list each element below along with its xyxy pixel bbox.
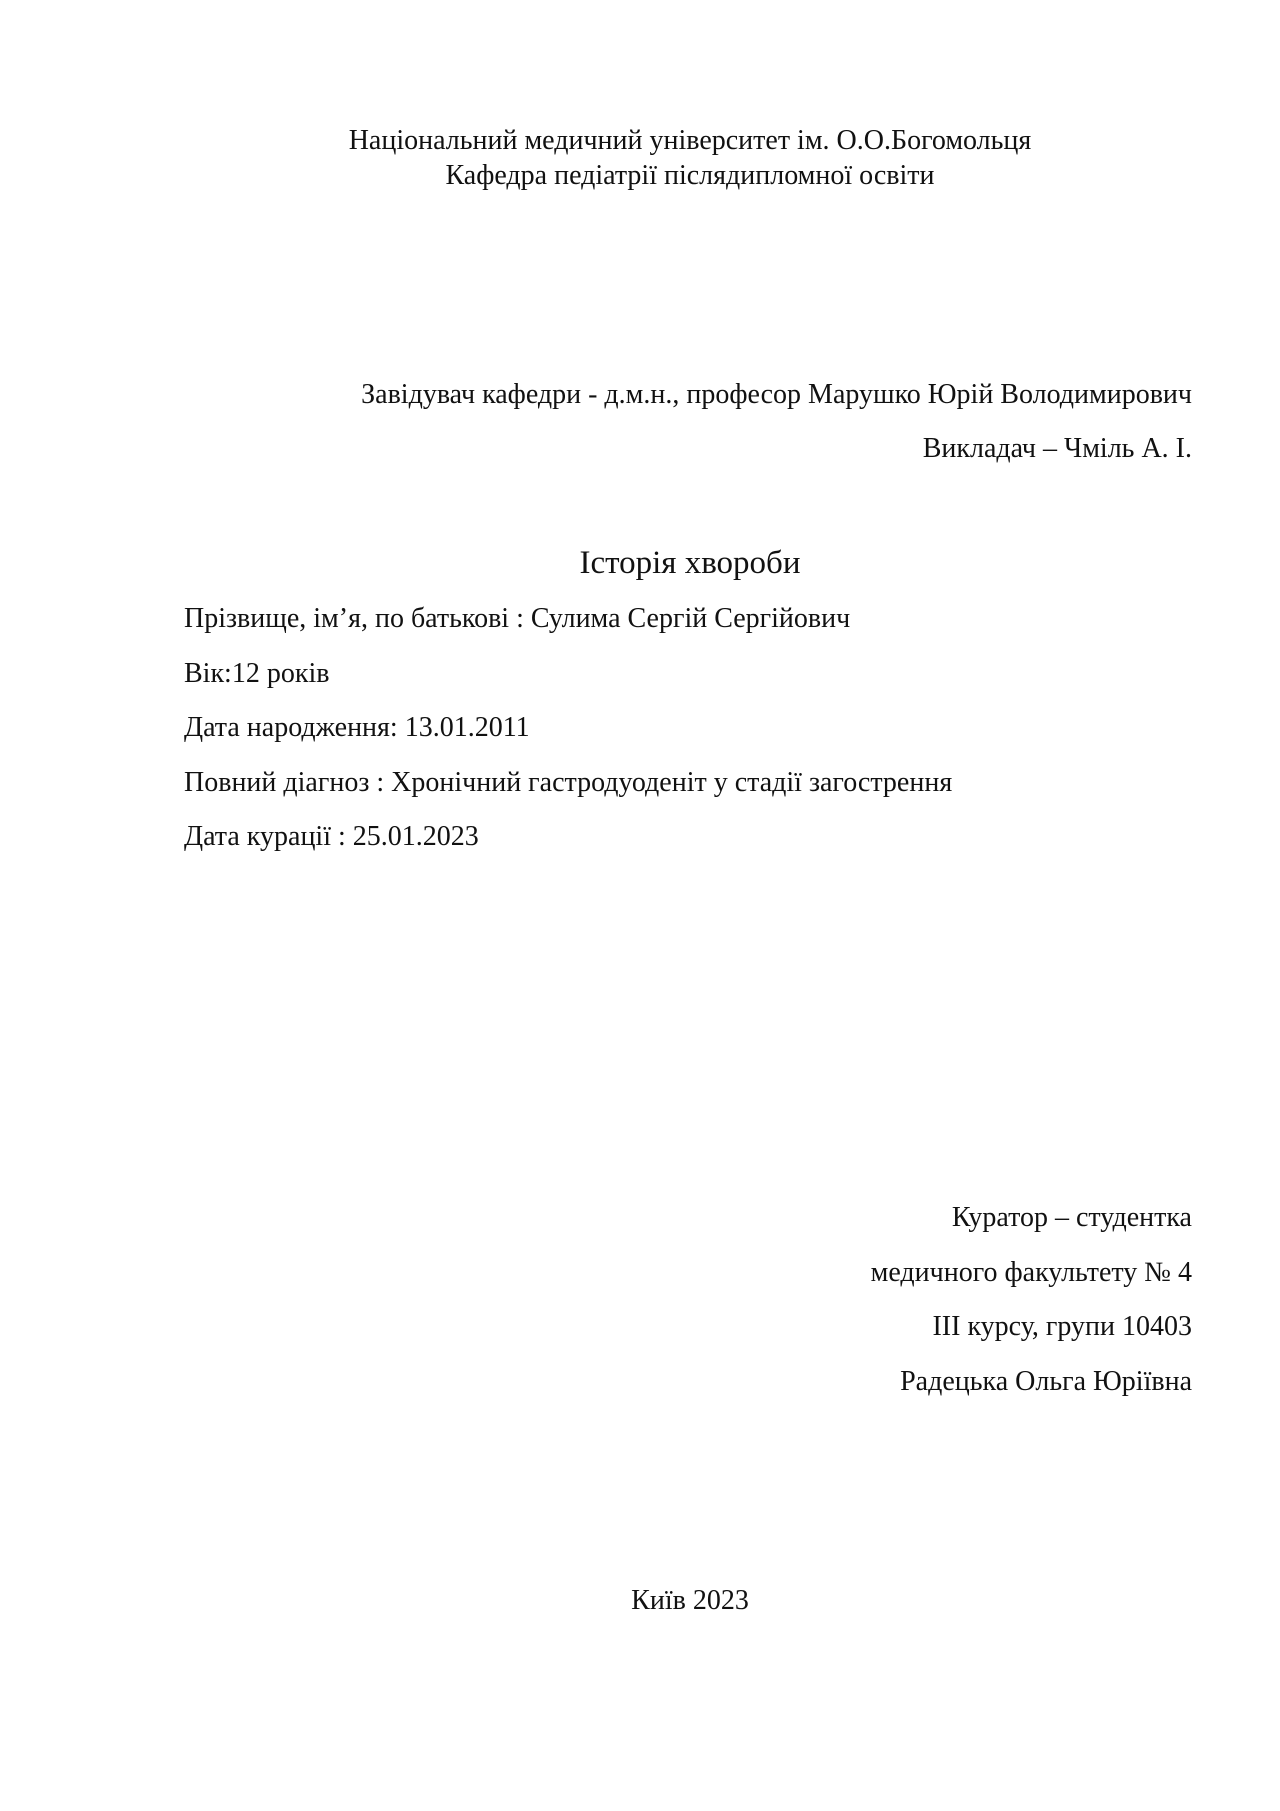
curation-date: Дата курації : 25.01.2023: [184, 821, 479, 852]
patient-age: Вік:12 років: [184, 658, 330, 689]
university-name: Національний медичний університет ім. О.О.Богомольця: [348, 125, 1032, 156]
patient-birth-date: Дата народження: 13.01.2011: [184, 712, 530, 743]
head-of-department: Завідувач кафедри - д.м.н., професор Марушко Юрій Володимирович: [361, 379, 1192, 410]
document-title: Історія хвороби: [579, 545, 801, 581]
teacher-name: Викладач – Чміль А. І.: [922, 433, 1192, 464]
full-diagnosis: Повний діагноз : Хронічний гастродуоденіт у стадії загострення: [184, 767, 953, 798]
place-and-year: Київ 2023: [631, 1585, 749, 1616]
curator-faculty: медичного факультету № 4: [870, 1257, 1192, 1288]
curator-role: Куратор – студентка: [951, 1202, 1192, 1233]
patient-full-name: Прізвище, ім’я, по батькові : Сулима Сергій Сергійович: [184, 603, 851, 634]
department-name: Кафедра педіатрії післядипломної освіти: [445, 160, 935, 191]
curator-name: Радецька Ольга Юріївна: [900, 1366, 1192, 1397]
curator-course-group: ІІІ курсу, групи 10403: [932, 1311, 1192, 1342]
